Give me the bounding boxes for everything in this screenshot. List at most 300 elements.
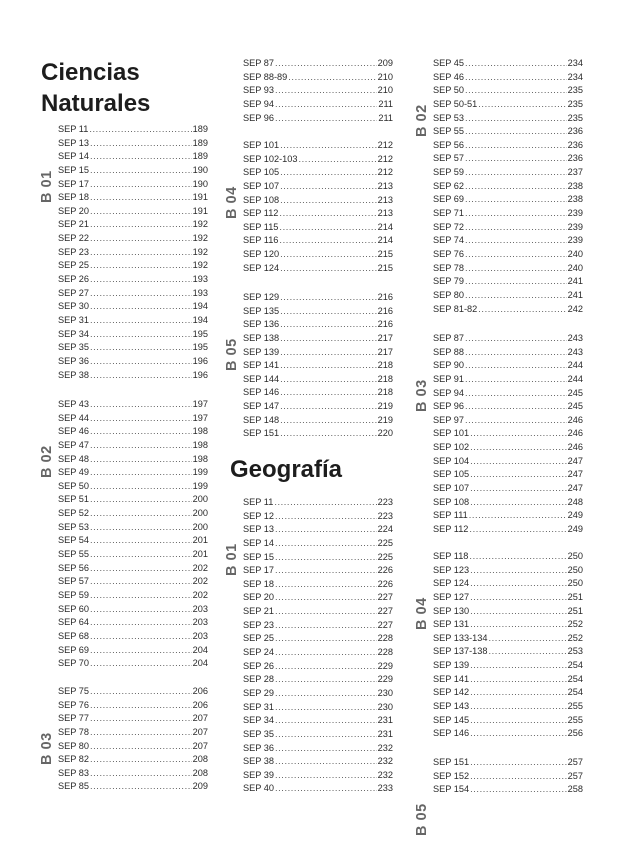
entry-label: SEP 88 — [433, 346, 464, 357]
entry-page: 230 — [377, 687, 393, 698]
dot-leader — [275, 537, 377, 551]
dot-leader — [90, 218, 192, 232]
dot-leader — [465, 346, 567, 360]
dot-leader — [90, 466, 192, 480]
dot-leader — [470, 455, 567, 469]
index-entry — [433, 645, 583, 659]
index-entry — [58, 589, 208, 603]
entry-label: SEP 18 — [58, 192, 89, 203]
index-entry — [58, 493, 208, 507]
index-entry — [58, 657, 208, 671]
entry-page: 223 — [377, 497, 393, 507]
index-entry — [243, 673, 393, 687]
entry-page: 216 — [377, 319, 393, 330]
entry-label: SEP 111 — [433, 510, 468, 521]
dot-leader — [470, 618, 567, 632]
entry-page: 242 — [567, 303, 583, 314]
dot-leader — [280, 373, 377, 387]
index-entry — [58, 562, 208, 576]
block-label-text: B 03 — [414, 379, 430, 412]
entry-page: 235 — [567, 85, 583, 96]
entry-page: 249 — [567, 510, 583, 521]
index-entry — [433, 659, 583, 673]
entry-label: SEP 94 — [433, 387, 464, 398]
entry-page: 218 — [377, 387, 393, 398]
entry-label: SEP 116 — [243, 235, 279, 246]
entry-label: SEP 80 — [433, 289, 464, 300]
entry-label: SEP 112 — [243, 208, 279, 219]
entry-page: 208 — [192, 767, 208, 778]
entry-page: 211 — [378, 112, 393, 123]
entry-label: SEP 25 — [243, 633, 274, 644]
index-entry — [433, 248, 583, 262]
title-line-2: Naturales — [41, 90, 151, 117]
entry-label: SEP 53 — [58, 521, 89, 532]
block-label-text: B 04 — [224, 186, 240, 219]
dot-leader — [470, 482, 567, 496]
title-line-1: Ciencias — [41, 59, 140, 86]
entry-page: 212 — [377, 153, 393, 164]
index-entry — [58, 205, 208, 219]
entry-label: SEP 96 — [243, 112, 274, 123]
index-entry — [433, 468, 583, 482]
entry-page: 225 — [377, 537, 393, 548]
index-entry — [58, 150, 208, 164]
entry-page: 206 — [192, 686, 208, 696]
entry-label: SEP 105 — [433, 469, 470, 480]
dot-leader — [465, 400, 567, 414]
entry-page: 231 — [377, 715, 393, 726]
index-entry — [433, 71, 583, 85]
entry-label: SEP 80 — [58, 740, 89, 751]
entry-page: 236 — [567, 126, 583, 137]
index-entry — [433, 455, 583, 469]
entry-label: SEP 71 — [433, 208, 464, 219]
dot-leader — [275, 84, 377, 98]
entry-label: SEP 139 — [433, 660, 470, 671]
entry-page: 228 — [377, 633, 393, 644]
dot-leader — [90, 740, 192, 754]
entry-page: 249 — [567, 523, 583, 534]
entry-label: SEP 83 — [58, 767, 89, 778]
dot-leader — [465, 359, 567, 373]
dot-leader — [275, 523, 377, 537]
entry-label: SEP 133-134 — [433, 632, 488, 643]
index-entry — [243, 84, 393, 98]
entry-page: 189 — [192, 137, 208, 148]
entry-page: 246 — [567, 442, 583, 453]
index-entry — [433, 770, 583, 784]
entry-page: 241 — [567, 289, 583, 300]
entry-page: 215 — [377, 249, 393, 260]
dot-leader — [470, 686, 567, 700]
entry-label: SEP 136 — [243, 319, 280, 330]
entry-page: 250 — [567, 551, 583, 561]
entry-page: 219 — [377, 414, 393, 425]
dot-leader — [90, 439, 192, 453]
index-entry — [58, 191, 208, 205]
index-entry — [243, 207, 393, 221]
entry-page: 234 — [567, 71, 583, 82]
entry-label: SEP 56 — [433, 139, 464, 150]
entry-page: 248 — [567, 496, 583, 507]
entry-page: 215 — [377, 262, 393, 273]
entry-page: 253 — [567, 646, 583, 657]
dot-leader — [470, 783, 567, 797]
index-entry — [243, 742, 393, 756]
entry-page: 213 — [377, 194, 393, 205]
block-label-text: B 05 — [224, 338, 240, 371]
entry-label: SEP 34 — [243, 715, 274, 726]
dot-leader — [90, 300, 192, 314]
entry-label: SEP 145 — [433, 714, 470, 725]
dot-leader — [465, 112, 567, 126]
index-entry — [243, 714, 393, 728]
entry-page: 199 — [192, 480, 208, 491]
entry-label: SEP 112 — [433, 523, 469, 534]
dot-leader — [465, 234, 567, 248]
entry-list — [243, 139, 393, 275]
entry-page: 213 — [377, 208, 393, 219]
entry-label: SEP 147 — [243, 401, 280, 412]
index-entry — [243, 400, 393, 414]
dot-leader — [90, 630, 192, 644]
dot-leader — [90, 246, 192, 260]
entry-label: SEP 13 — [243, 524, 274, 535]
dot-leader — [470, 427, 567, 441]
index-entry — [433, 482, 583, 496]
entry-label: SEP 23 — [243, 619, 274, 630]
index-entry — [58, 548, 208, 562]
entry-label: SEP 55 — [433, 126, 464, 137]
entry-label: SEP 52 — [58, 508, 89, 519]
dot-leader — [280, 400, 377, 414]
index-entry — [243, 57, 393, 71]
index-entry — [58, 630, 208, 644]
dot-leader — [90, 726, 192, 740]
dot-leader — [280, 359, 377, 373]
entry-label: SEP 38 — [58, 369, 89, 380]
index-entry — [433, 193, 583, 207]
entry-label: SEP 93 — [243, 85, 274, 96]
entry-page: 207 — [192, 713, 208, 724]
entry-label: SEP 88-89 — [243, 71, 288, 82]
dot-leader — [89, 123, 191, 137]
entry-page: 243 — [567, 333, 583, 343]
entry-label: SEP 31 — [58, 314, 89, 325]
entry-label: SEP 79 — [433, 276, 464, 287]
entry-page: 199 — [192, 467, 208, 478]
index-entry — [433, 577, 583, 591]
index-entry — [433, 783, 583, 797]
index-entry — [243, 537, 393, 551]
index-entry — [243, 234, 393, 248]
entry-page: 212 — [377, 167, 393, 178]
entry-label: SEP 17 — [58, 178, 89, 189]
index-entry — [243, 291, 393, 305]
section-title-geografia: Geografía — [230, 456, 343, 483]
dot-leader — [470, 673, 567, 687]
entry-page: 208 — [192, 754, 208, 765]
dot-leader — [90, 753, 192, 767]
index-entry — [243, 591, 393, 605]
entry-label: SEP 53 — [433, 112, 464, 123]
block-label — [415, 550, 433, 630]
index-entry — [243, 578, 393, 592]
entry-page: 203 — [192, 617, 208, 628]
entry-label: SEP 135 — [243, 305, 280, 316]
index-entry — [433, 275, 583, 289]
column-ciencias-naturales — [0, 0, 215, 841]
entry-label: SEP 44 — [58, 412, 89, 423]
section-title-ciencias — [41, 57, 150, 119]
dot-leader — [465, 193, 567, 207]
index-entry — [58, 398, 208, 412]
entry-page: 229 — [377, 674, 393, 685]
dot-leader — [280, 414, 377, 428]
entry-page: 202 — [192, 562, 208, 573]
entry-label: SEP 105 — [243, 167, 280, 178]
dot-leader — [469, 523, 566, 537]
dot-leader — [280, 166, 377, 180]
entry-page: 214 — [377, 221, 393, 232]
dot-leader — [90, 273, 192, 287]
dot-leader — [465, 166, 567, 180]
dot-leader — [90, 534, 192, 548]
entry-label: SEP 22 — [58, 233, 89, 244]
dot-leader — [280, 318, 377, 332]
dot-leader — [275, 510, 377, 524]
index-entry — [243, 427, 393, 441]
entry-page: 246 — [567, 414, 583, 425]
dot-leader — [90, 164, 192, 178]
entry-label: SEP 138 — [243, 332, 280, 343]
entry-page: 200 — [192, 508, 208, 519]
index-entry — [58, 644, 208, 658]
entry-page: 201 — [192, 549, 208, 560]
entry-page: 256 — [567, 728, 583, 739]
entry-page: 224 — [377, 524, 393, 535]
entry-label: SEP 14 — [58, 151, 89, 162]
entry-label: SEP 107 — [433, 483, 470, 494]
entry-page: 244 — [567, 360, 583, 371]
entry-label: SEP 54 — [58, 535, 89, 546]
index-entry — [433, 564, 583, 578]
dot-leader — [465, 275, 567, 289]
entry-list — [58, 685, 208, 794]
entry-label: SEP 57 — [433, 153, 464, 164]
column-right — [405, 0, 605, 841]
entry-page: 255 — [567, 714, 583, 725]
dot-leader — [275, 728, 377, 742]
index-entry — [58, 603, 208, 617]
entry-page: 254 — [567, 660, 583, 671]
index-entry — [58, 300, 208, 314]
column-middle — [215, 0, 405, 841]
dot-leader — [465, 387, 567, 401]
index-entry — [58, 273, 208, 287]
dot-leader — [275, 687, 377, 701]
entry-page: 227 — [377, 606, 393, 617]
entry-label: SEP 59 — [58, 589, 89, 600]
entry-page: 235 — [567, 98, 583, 109]
dot-leader — [90, 314, 192, 328]
entry-label: SEP 56 — [58, 562, 89, 573]
index-entry — [433, 139, 583, 153]
entry-label: SEP 36 — [243, 742, 274, 753]
entry-label: SEP 118 — [433, 551, 469, 561]
entry-page: 243 — [567, 346, 583, 357]
dot-leader — [280, 427, 377, 441]
entry-label: SEP 21 — [243, 606, 274, 617]
dot-leader — [90, 767, 192, 781]
entry-label: SEP 30 — [58, 301, 89, 312]
index-entry — [433, 441, 583, 455]
index-entry — [58, 246, 208, 260]
entry-label: SEP 77 — [58, 713, 89, 724]
entry-page: 229 — [377, 660, 393, 671]
index-entry — [433, 234, 583, 248]
entry-page: 227 — [377, 592, 393, 603]
entry-label: SEP 104 — [433, 455, 470, 466]
entry-label: SEP 152 — [433, 770, 470, 781]
entry-label: SEP 50 — [58, 480, 89, 491]
dot-leader — [469, 550, 566, 564]
entry-list — [433, 57, 583, 316]
dot-leader — [275, 564, 377, 578]
entry-label: SEP 130 — [433, 605, 470, 616]
entry-label: SEP 102-103 — [243, 153, 298, 164]
index-entry — [433, 262, 583, 276]
entry-page: 236 — [567, 139, 583, 150]
dot-leader — [469, 509, 567, 523]
dot-leader — [90, 259, 192, 273]
entry-page: 245 — [567, 401, 583, 412]
entry-page: 233 — [377, 783, 393, 794]
entry-page: 216 — [377, 292, 393, 302]
index-entry — [243, 248, 393, 262]
dot-leader — [275, 591, 377, 605]
entry-page: 255 — [567, 701, 583, 712]
dot-leader — [275, 769, 377, 783]
block-label-text: B 01 — [39, 170, 55, 203]
entry-label: SEP 46 — [433, 71, 464, 82]
index-entry — [243, 496, 393, 510]
entry-label: SEP 108 — [433, 496, 470, 507]
entry-page: 198 — [192, 426, 208, 437]
entry-page: 230 — [377, 701, 393, 712]
entry-label: SEP 148 — [243, 414, 280, 425]
entry-page: 201 — [192, 535, 208, 546]
entry-page: 213 — [377, 180, 393, 191]
entry-page: 220 — [377, 428, 393, 439]
entry-page: 237 — [567, 167, 583, 178]
index-entry — [243, 701, 393, 715]
index-entry — [58, 740, 208, 754]
index-entry — [58, 616, 208, 630]
entry-label: SEP 57 — [58, 576, 89, 587]
dot-leader — [465, 207, 567, 221]
entry-page: 258 — [567, 784, 583, 795]
index-entry — [58, 753, 208, 767]
index-entry — [243, 194, 393, 208]
dot-leader — [470, 577, 567, 591]
index-entry — [433, 332, 583, 346]
dot-leader — [470, 564, 567, 578]
entry-page: 190 — [192, 164, 208, 175]
entry-page: 191 — [192, 192, 208, 203]
entry-page: 212 — [377, 140, 393, 150]
index-entry — [433, 700, 583, 714]
entry-label: SEP 75 — [58, 686, 89, 696]
entry-label: SEP 34 — [58, 328, 89, 339]
dot-leader — [275, 701, 377, 715]
index-entry — [433, 387, 583, 401]
index-entry — [433, 414, 583, 428]
index-entry — [243, 346, 393, 360]
entry-page: 216 — [377, 305, 393, 316]
dot-leader — [299, 153, 377, 167]
entry-page: 226 — [377, 578, 393, 589]
entry-page: 196 — [192, 355, 208, 366]
entry-page: 218 — [377, 360, 393, 371]
index-entry — [433, 509, 583, 523]
index-entry — [433, 359, 583, 373]
dot-leader — [465, 125, 567, 139]
index-entry — [243, 373, 393, 387]
entry-page: 209 — [192, 781, 208, 792]
index-entry — [433, 605, 583, 619]
index-entry — [58, 412, 208, 426]
entry-label: SEP 141 — [243, 360, 280, 371]
entry-label: SEP 107 — [243, 180, 280, 191]
index-entry — [433, 373, 583, 387]
index-entry — [58, 164, 208, 178]
index-entry — [58, 767, 208, 781]
dot-leader — [470, 770, 567, 784]
entry-label: SEP 146 — [433, 728, 470, 739]
entry-page: 198 — [192, 453, 208, 464]
entry-label: SEP 151 — [243, 428, 280, 439]
dot-leader — [279, 207, 376, 221]
dot-leader — [470, 727, 567, 741]
entry-label: SEP 31 — [243, 701, 274, 712]
dot-leader — [90, 548, 192, 562]
entry-label: SEP 124 — [243, 262, 280, 273]
index-entry — [433, 550, 583, 564]
index-entry — [243, 112, 393, 126]
dot-leader — [90, 575, 192, 589]
dot-leader — [280, 248, 377, 262]
entry-page: 192 — [192, 233, 208, 244]
index-entry — [433, 207, 583, 221]
entry-label: SEP 15 — [58, 164, 89, 175]
entry-page: 226 — [377, 565, 393, 576]
entry-label: SEP 68 — [58, 630, 89, 641]
entry-page: 189 — [192, 124, 208, 134]
entry-page: 195 — [192, 328, 208, 339]
entry-page: 192 — [192, 260, 208, 271]
block-label — [415, 332, 433, 412]
entry-page: 194 — [192, 301, 208, 312]
dot-leader — [275, 646, 377, 660]
dot-leader — [470, 468, 567, 482]
entry-page: 250 — [567, 564, 583, 575]
entry-page: 239 — [567, 208, 583, 219]
entry-label: SEP 154 — [433, 784, 470, 795]
index-entry — [243, 564, 393, 578]
entry-label: SEP 94 — [243, 98, 274, 109]
